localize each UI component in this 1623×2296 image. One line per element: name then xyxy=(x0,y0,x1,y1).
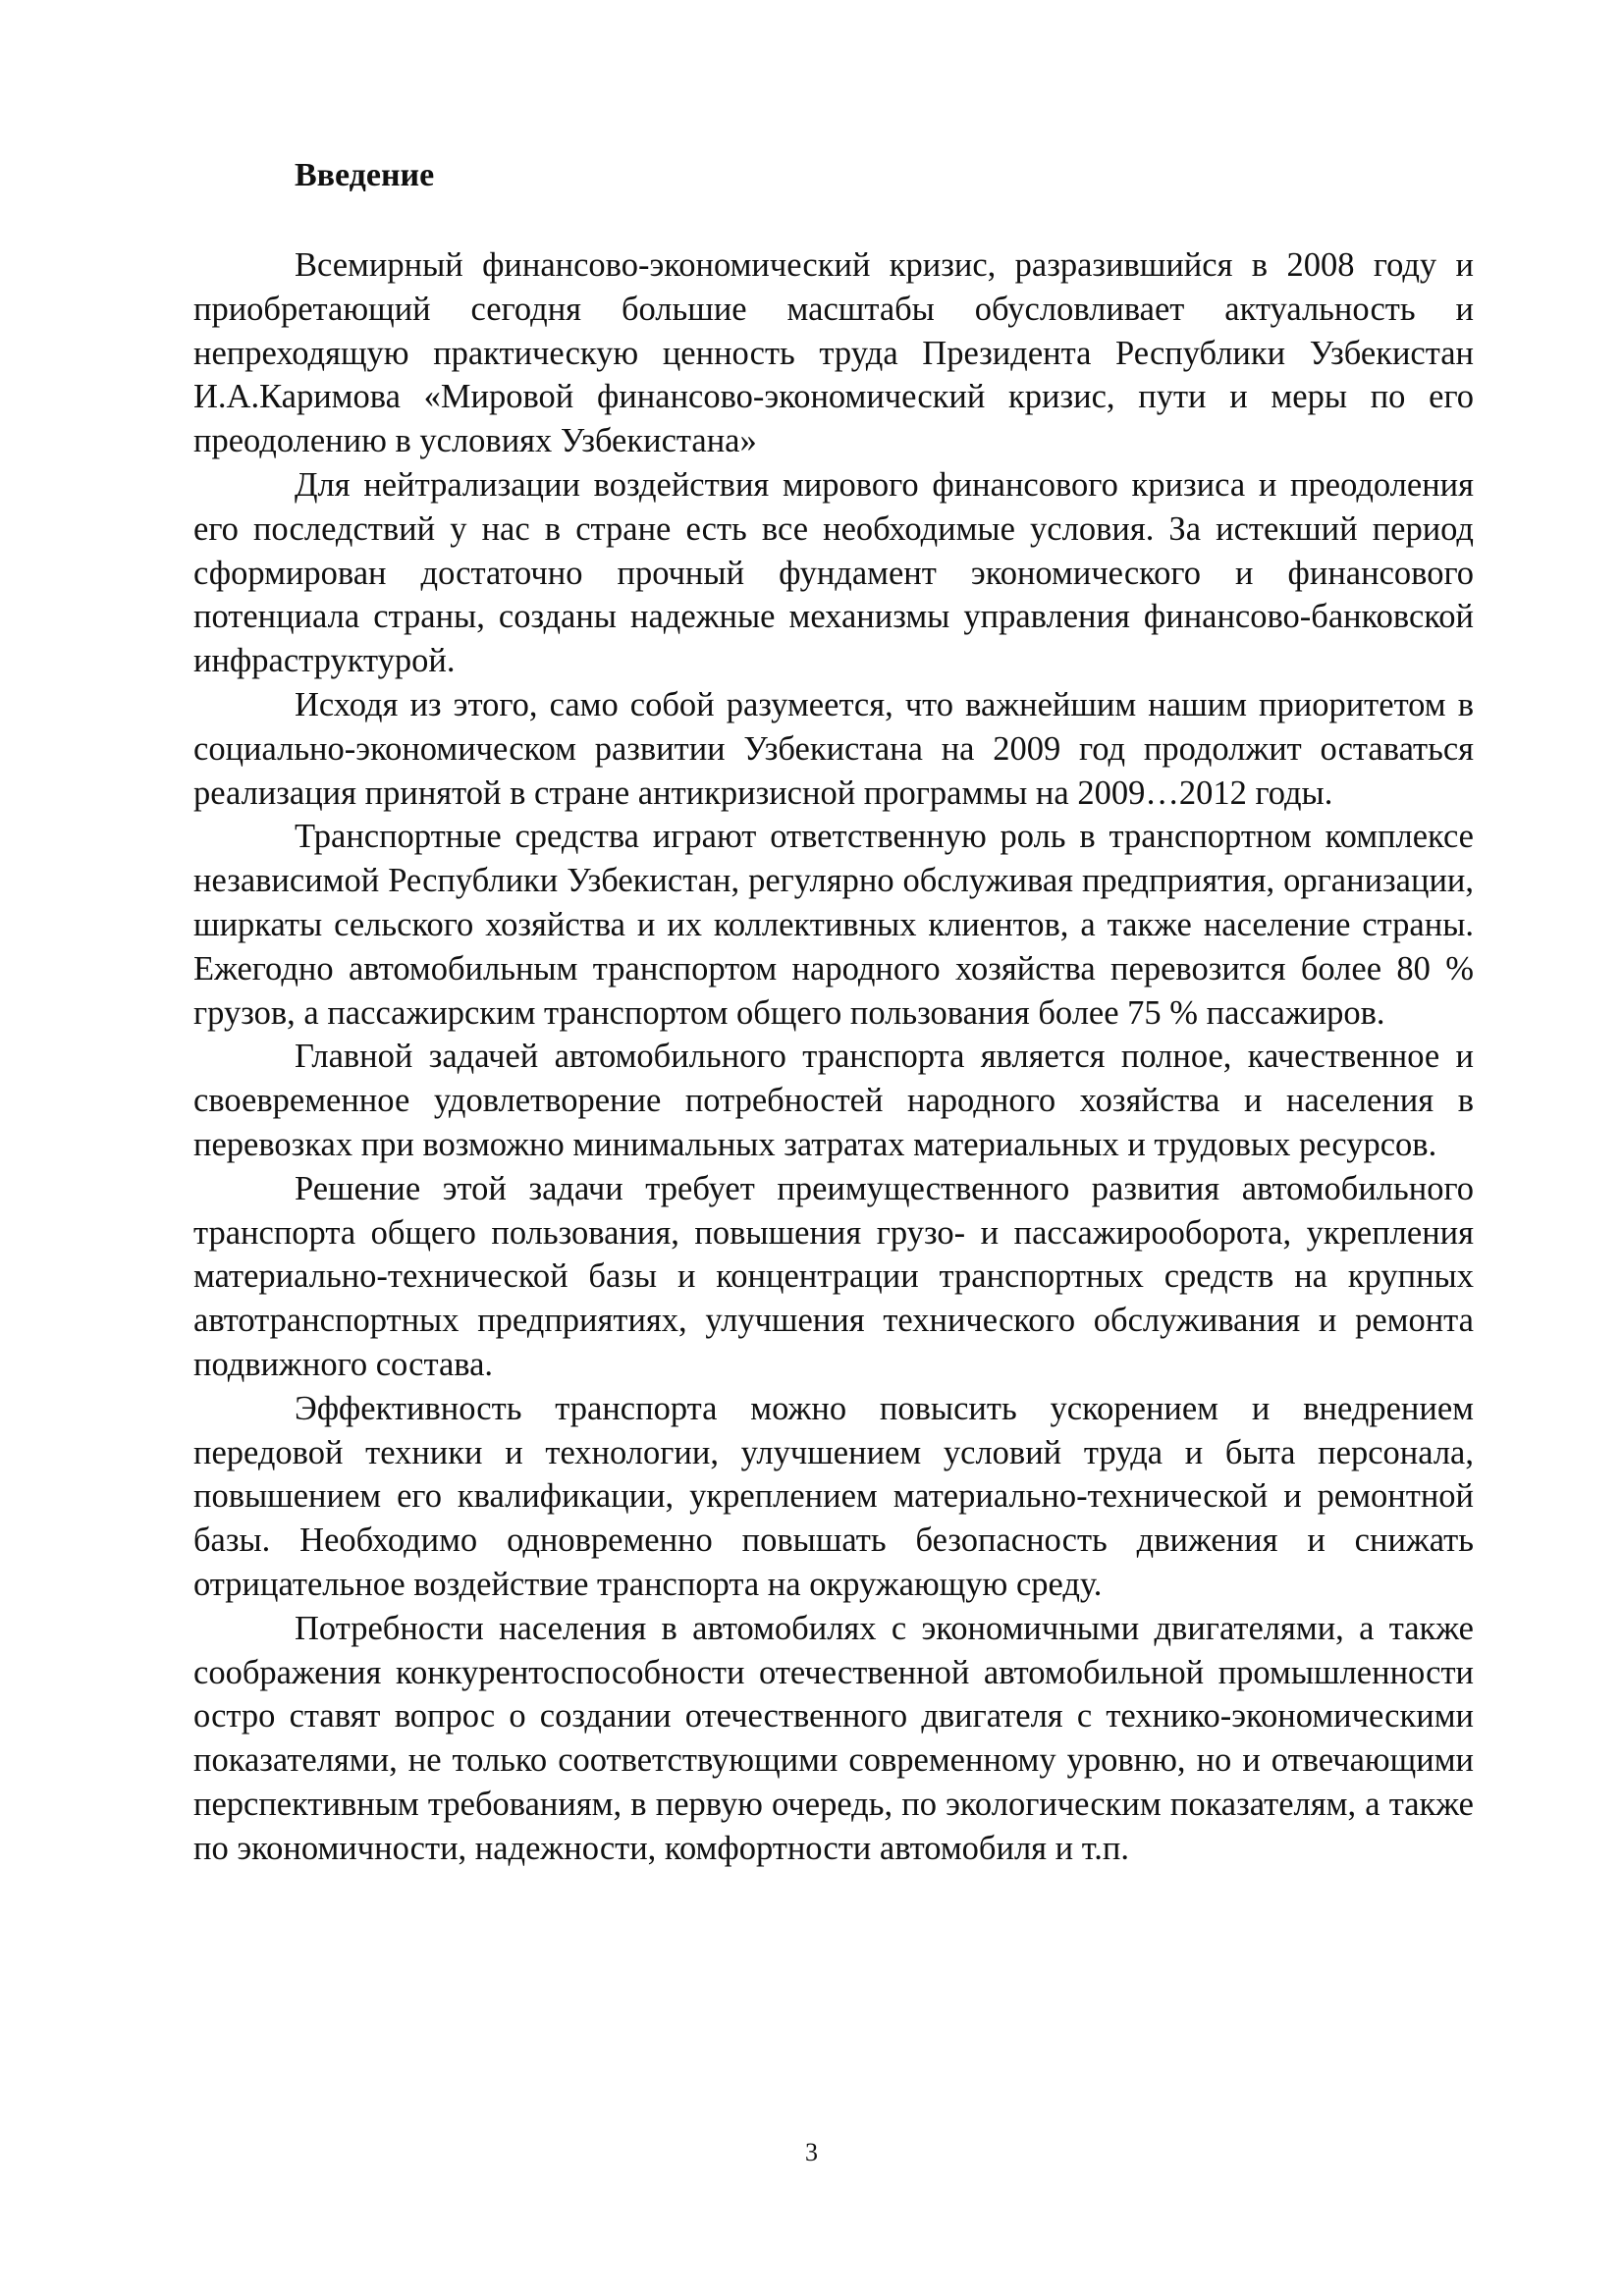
body-text xyxy=(193,243,1474,1870)
paragraph: Потребности населения в автомобилях с экономичными двигателями, а также соображения конкурентоспособности отечественной автомобильной промышленности остро ставят вопрос о создании отечественного двигателя с технико-экономическими показателями, не только соответствующими современному уровню, но и отвечающими перспективным требованиям, в первую очередь, по экологическим показателям, а также по экономичности, надежности, комфортности автомобиля и т.п. xyxy=(193,1609,1474,1867)
section-heading: Введение xyxy=(295,157,435,193)
paragraph: Для нейтрализации воздействия мирового финансового кризиса и преодоления его последствий у нас в стране есть все необходимые условия. За истекший период сформирован достаточно прочный фундамент экономического и финансового потенциала страны, созданы надежные механизмы управления финансово-банковской инфраструктурой. xyxy=(193,465,1474,680)
paragraph: Исходя из этого, само собой разумеется, что важнейшим нашим приоритетом в социально-экономическом развитии Узбекистана на 2009 год продолжит оставаться реализация принятой в стране антикризисной программы на 2009…2012 годы. xyxy=(193,685,1474,812)
paragraph: Транспортные средства играют ответственную роль в транспортном комплексе независимой Республики Узбекистан, регулярно обслуживая предприятия, организации, ширкаты сельского хозяйства и их коллективных клиентов, а также население страны. Ежегодно автомобильным транспортом народного хозяйства перевозится более 80 % грузов, а пассажирским транспортом общего пользования более 75 % пассажиров. xyxy=(193,818,1474,1032)
paragraph: Эффективность транспорта можно повысить ускорением и внедрением передовой техники и технологии, улучшением условий труда и быта персонала, повышением его квалификации, укреплением материально-технической и ремонтной базы. Необходимо одновременно повышать безопасность движения и снижать отрицательное воздействие транспорта на окружающую среду. xyxy=(193,1389,1474,1603)
paragraph: Решение этой задачи требует преимущественного развития автомобильного транспорта общего пользования, повышения грузо- и пассажирооборота, укрепления материально-технической базы и концентрации транспортных средств на крупных автотранспортных предприятиях, улучшения технического обслуживания и ремонта подвижного состава. xyxy=(193,1169,1474,1383)
paragraph: Главной задачей автомобильного транспорта является полное, качественное и своевременное удовлетворение потребностей народного хозяйства и населения в перевозках при возможно минимальных затратах материальных и трудовых ресурсов. xyxy=(193,1038,1474,1163)
paragraph: Всемирный финансово-экономический кризис, разразившийся в 2008 году и приобретающий сегодня большие масштабы обусловливает актуальность и непреходящую практическую ценность труда Президента Республики Узбекистан И.А.Каримова «Мировой финансово-экономический кризис, пути и меры по его преодолению в условиях Узбекистана» xyxy=(193,246,1474,460)
page-number: 3 xyxy=(805,2138,818,2166)
